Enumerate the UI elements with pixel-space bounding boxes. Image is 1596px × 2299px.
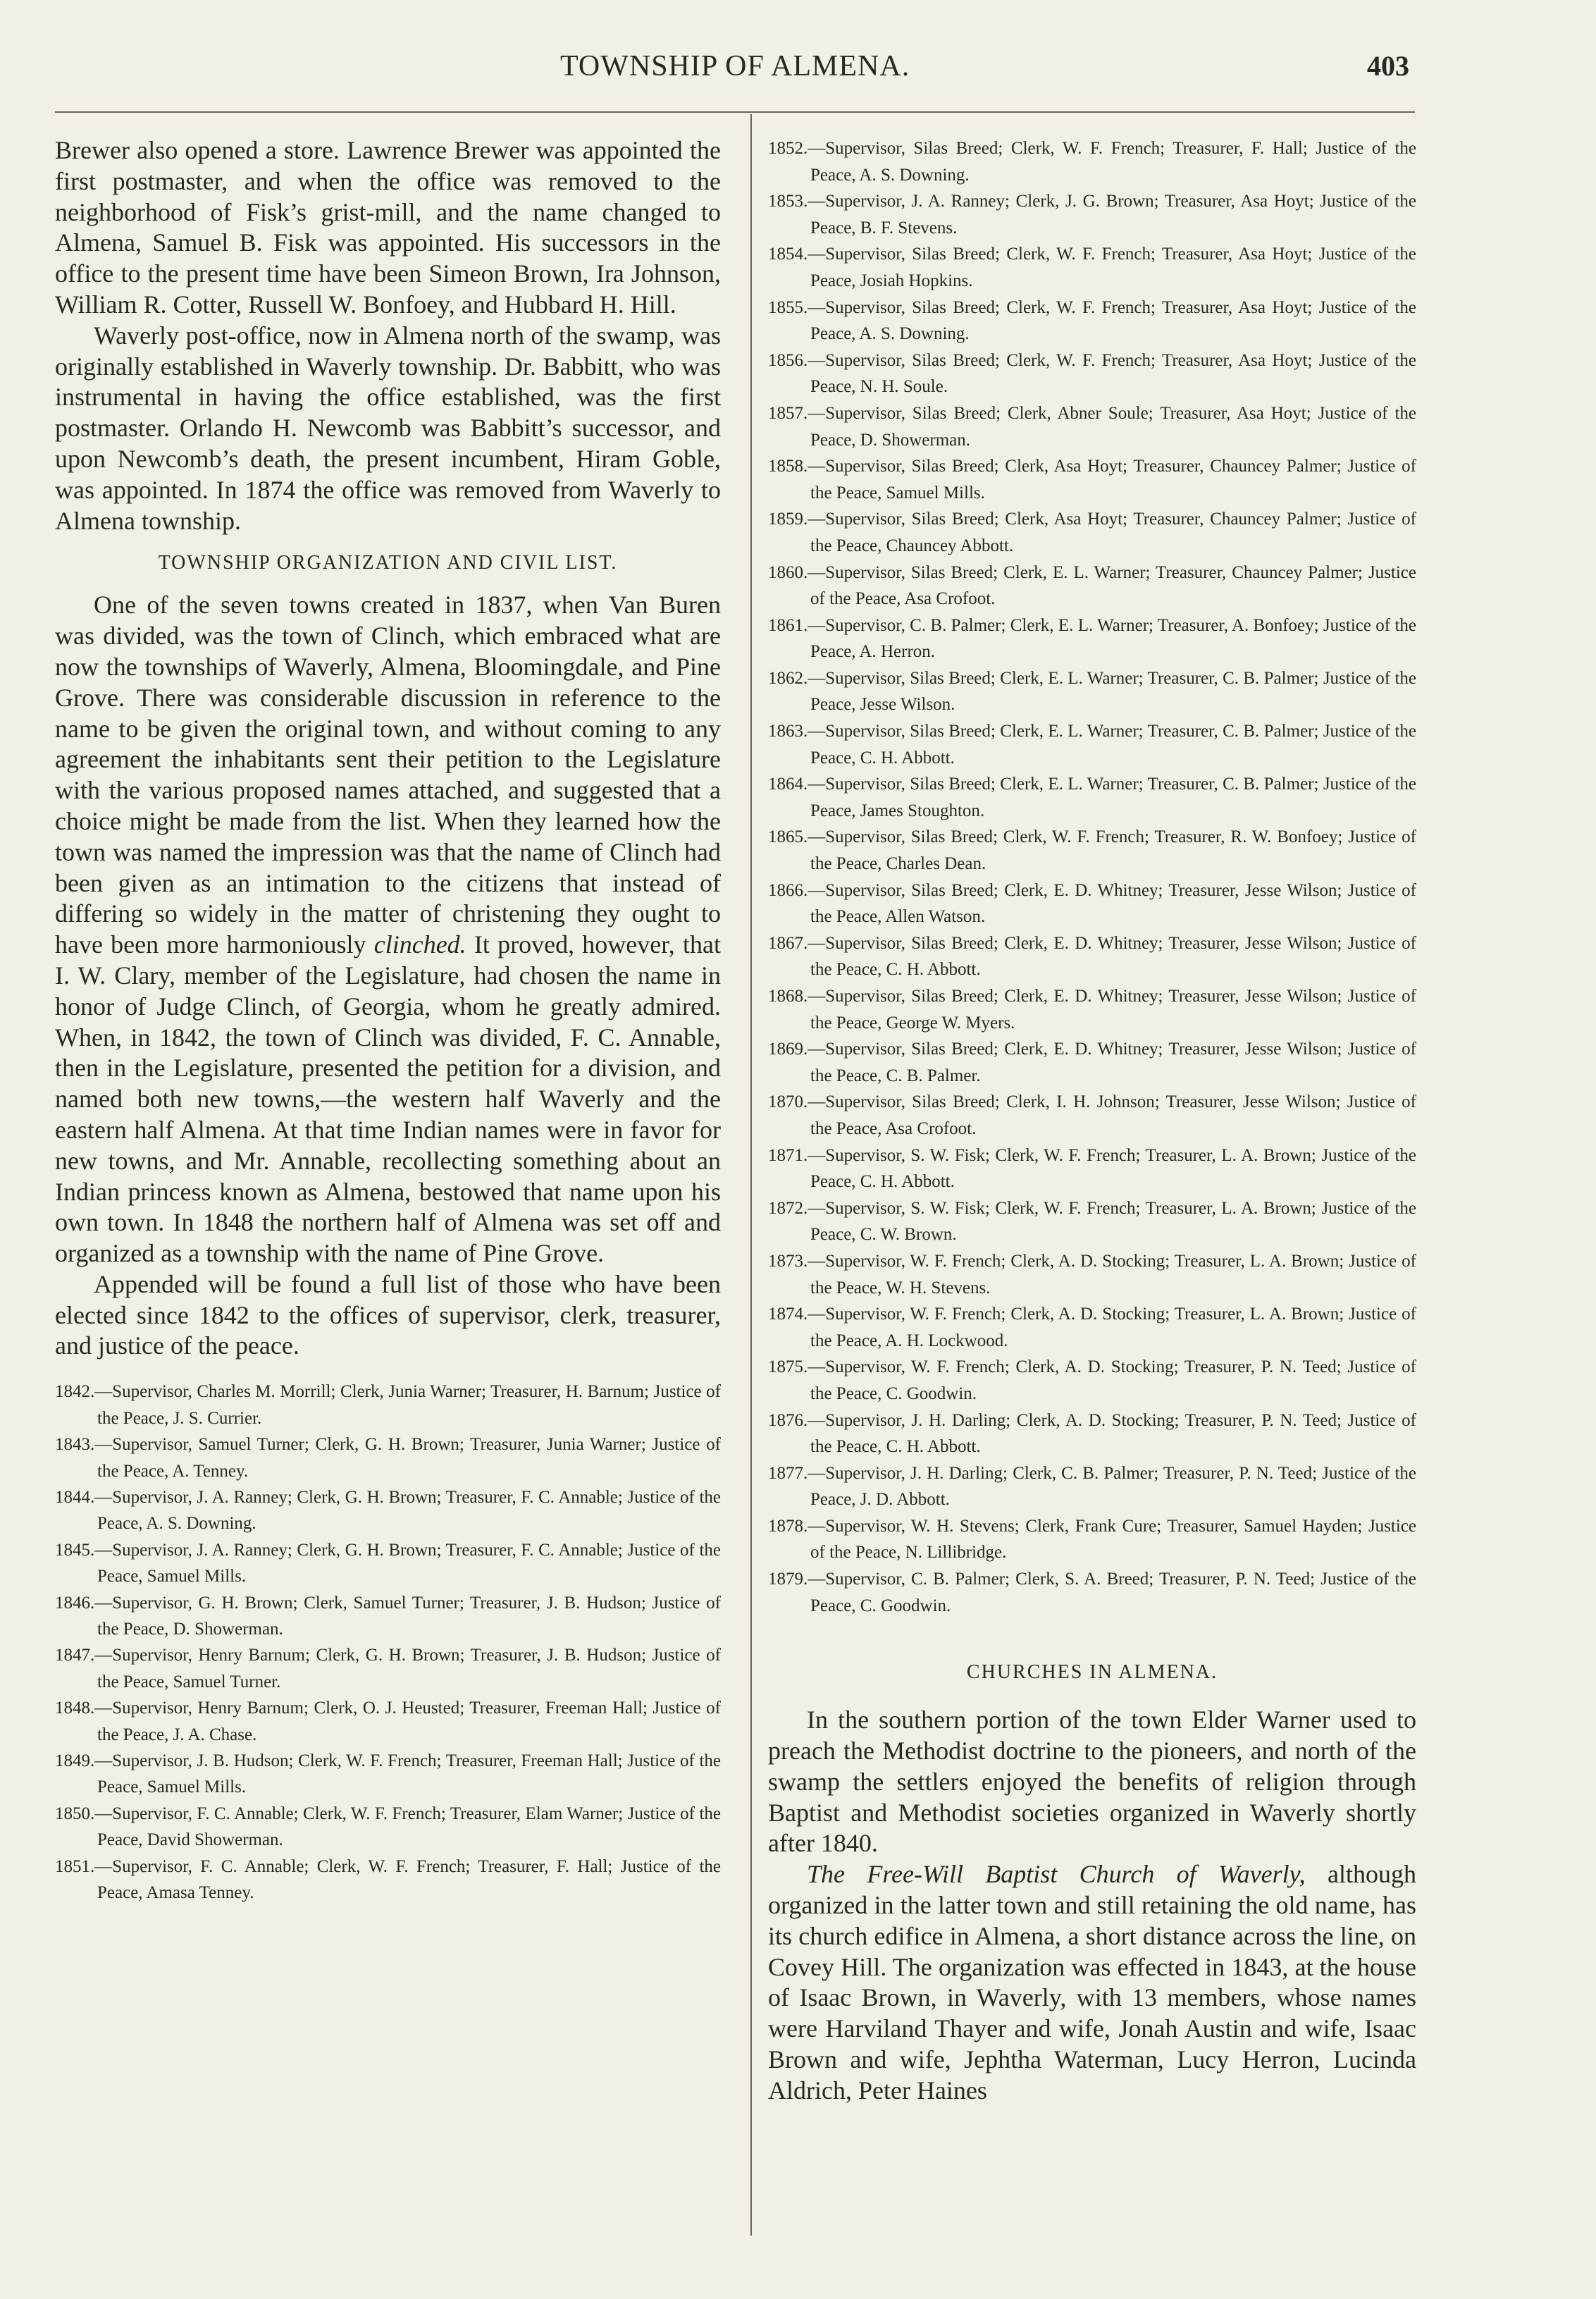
civil-list-entry: 1862.—Supervisor, Silas Breed; Clerk, E. L. Warner; Treasurer, C. B. Palmer; Justice of the Peace, Jesse Wilson. (768, 668, 1416, 715)
page-header (0, 49, 1596, 92)
civil-list-entry: 1853.—Supervisor, J. A. Ranney; Clerk, J. G. Brown; Treasurer, Asa Hoyt; Justice of the Peace, B. F. Stevens. (768, 192, 1416, 238)
civil-list-entry: 1865.—Supervisor, Silas Breed; Clerk, W. F. French; Treasurer, R. W. Bonfoey; Justice of the Peace, Charles Dean. (768, 827, 1416, 874)
town-history-emphasis: clinched. (373, 930, 466, 959)
civil-list-entry: 1852.—Supervisor, Silas Breed; Clerk, W. F. French; Treasurer, F. Hall; Justice of the Peace, A. S. Downing. (768, 139, 1416, 185)
civil-list-entry: 1859.—Supervisor, Silas Breed; Clerk, Asa Hoyt; Treasurer, Chauncey Palmer; Justice of the Peace, Chauncey Abbott. (768, 510, 1416, 555)
page-number: 403 (1367, 50, 1409, 82)
civil-list-entry: 1857.—Supervisor, Silas Breed; Clerk, Abner Soule; Treasurer, Asa Hoyt; Justice of the Peace, D. Showerman. (768, 403, 1416, 450)
free-will-baptist-text: although organized in the latter town and still retaining the old name, has its church edifice in Almena, a short distance across the line, on Covey Hill. The organization was effected in 1843, at the house of Isaac Brown, in Waverly, with 13 members, whose names were Harviland Thayer and wife, Jonah Austin and wife, Isaac Brown and wife, Jephtha Waterman, Lucy Herron, Lucinda Aldrich, Peter Haines (768, 1860, 1417, 2104)
paragraph-free-will-baptist (768, 1859, 1416, 2106)
civil-list-entry: 1877.—Supervisor, J. H. Darling; Clerk, C. B. Palmer; Treasurer, P. N. Teed; Justice of the Peace, J. D. Abbott. (768, 1463, 1416, 1510)
paragraph-town-history (55, 590, 721, 1269)
civil-list-entry: 1848.—Supervisor, Henry Barnum; Clerk, O. J. Heusted; Treasurer, Freeman Hall; Justice of the Peace, J. A. Chase. (55, 1699, 721, 1744)
civil-list-entry: 1878.—Supervisor, W. H. Stevens; Clerk, Frank Cure; Treasurer, Samuel Hayden; Justice of the Peace, N. Lillibridge. (768, 1516, 1416, 1563)
paragraph-churches-intro: In the southern portion of the town Elder Warner used to preach the Methodist doctrine to the pioneers, and north of the swamp the settlers enjoyed the benefits of religion through Baptist and Methodist societies organized in Waverly shortly after 1840. (768, 1706, 1416, 1858)
civil-list-entry: 1869.—Supervisor, Silas Breed; Clerk, E. D. Whitney; Treasurer, Jesse Wilson; Justice of the Peace, C. B. Palmer. (768, 1040, 1416, 1085)
section-heading-civil-list: TOWNSHIP ORGANIZATION AND CIVIL LIST. (158, 552, 618, 574)
civil-list-entry: 1867.—Supervisor, Silas Breed; Clerk, E. D. Whitney; Treasurer, Jesse Wilson; Justice of the Peace, C. H. Abbott. (768, 933, 1416, 980)
town-history-text-b: It proved, however, that I. W. Clary, member of the Legislature, had chosen the name in honor of Judge Clinch, of Georgia, whom he greatly admired. When, in 1842, the town of Clinch was divided, F. C. Annable, then in the Legislature, presented the petition for a division, and named both new towns,—the western half Waverly and the eastern half Almena. At that time Indian names were in favor for new towns, and Mr. Annable, recollecting something about an Indian princess known as Almena, bestowed that name upon his own town. In 1848 the northern half of Almena was set off and organized as a township with the name of Pine Grove. (55, 930, 721, 1268)
header-rule (55, 111, 1415, 113)
civil-list-entry: 1850.—Supervisor, F. C. Annable; Clerk, W. F. French; Treasurer, Elam Warner; Justice of the Peace, David Showerman. (55, 1804, 721, 1850)
running-title: TOWNSHIP OF ALMENA. (560, 50, 910, 82)
section-heading-churches: CHURCHES IN ALMENA. (966, 1661, 1218, 1684)
civil-list-entry: 1851.—Supervisor, F. C. Annable; Clerk, W. F. French; Treasurer, F. Hall; Justice of the Peace, Amasa Tenney. (55, 1856, 721, 1902)
civil-list-entry: 1854.—Supervisor, Silas Breed; Clerk, W. F. French; Treasurer, Asa Hoyt; Justice of the Peace, Josiah Hopkins. (768, 245, 1416, 290)
civil-list-entry: 1866.—Supervisor, Silas Breed; Clerk, E. D. Whitney; Treasurer, Jesse Wilson; Justice of the Peace, Allen Watson. (768, 880, 1416, 927)
column-divider (750, 114, 752, 2236)
civil-list-entry: 1858.—Supervisor, Silas Breed; Clerk, Asa Hoyt; Treasurer, Chauncey Palmer; Justice of the Peace, Samuel Mills. (768, 457, 1416, 503)
civil-list-entry: 1872.—Supervisor, S. W. Fisk; Clerk, W. F. French; Treasurer, L. A. Brown; Justice of the Peace, C. W. Brown. (768, 1198, 1416, 1245)
civil-list-entry: 1876.—Supervisor, J. H. Darling; Clerk, A. D. Stocking; Treasurer, P. N. Teed; Justice of the Peace, C. H. Abbott. (768, 1410, 1416, 1457)
civil-list-entry: 1874.—Supervisor, W. F. French; Clerk, A. D. Stocking; Treasurer, L. A. Brown; Justice of the Peace, A. H. Lockwood. (768, 1305, 1416, 1350)
church-name-emphasis: The Free-Will Baptist Church of Waverly, (807, 1860, 1306, 1889)
civil-list-entry: 1860.—Supervisor, Silas Breed; Clerk, E. L. Warner; Treasurer, Chauncey Palmer; Justice of the Peace, Asa Crofoot. (768, 562, 1416, 609)
churches-body (768, 1705, 1416, 2106)
left-column (55, 135, 721, 1906)
civil-list-entry: 1845.—Supervisor, J. A. Ranney; Clerk, G. H. Brown; Treasurer, F. C. Annable; Justice of the Peace, Samuel Mills. (55, 1540, 721, 1586)
civil-list-entry: 1844.—Supervisor, J. A. Ranney; Clerk, G. H. Brown; Treasurer, F. C. Annable; Justice of the Peace, A. S. Downing. (55, 1487, 721, 1534)
civil-list-entry: 1842.—Supervisor, Charles M. Morrill; Clerk, Junia Warner; Treasurer, H. Barnum; Justice of the Peace, J. S. Currier. (55, 1382, 721, 1428)
civil-list-right (768, 135, 1416, 1619)
civil-list-entry: 1849.—Supervisor, J. B. Hudson; Clerk, W. F. French; Treasurer, Freeman Hall; Justice of the Peace, Samuel Mills. (55, 1751, 721, 1797)
civil-list-entry: 1856.—Supervisor, Silas Breed; Clerk, W. F. French; Treasurer, Asa Hoyt; Justice of the Peace, N. H. Soule. (768, 350, 1416, 397)
right-column (768, 135, 1416, 2107)
civil-list-entry: 1855.—Supervisor, Silas Breed; Clerk, W. F. French; Treasurer, Asa Hoyt; Justice of the Peace, A. S. Downing. (768, 297, 1416, 344)
civil-list-entry: 1870.—Supervisor, Silas Breed; Clerk, I. H. Johnson; Treasurer, Jesse Wilson; Justice of the Peace, Asa Crofoot. (768, 1092, 1416, 1138)
town-history-text-a: One of the seven towns created in 1837, when Van Buren was divided, was the town of Clinch, which embraced what are now the townships of Waverly, Almena, Bloomingdale, and Pine Grove. There was considerable discussion in reference to the name to be given the original town, and without coming to any agreement the inhabitants sent their petition to the Legislature with the various proposed names attached, and suggested that a choice might be made from the list. When they learned how the town was named the impression was that the name of Clinch had been given as an intimation to the citizens that instead of differing so widely in the matter of christening they ought to have been more harmoniously (55, 591, 721, 959)
civil-list-entry: 1864.—Supervisor, Silas Breed; Clerk, E. L. Warner; Treasurer, C. B. Palmer; Justice of the Peace, James Stoughton. (768, 775, 1416, 820)
civil-list-entry: 1879.—Supervisor, C. B. Palmer; Clerk, S. A. Breed; Treasurer, P. N. Teed; Justice of the Peace, C. Goodwin. (768, 1570, 1416, 1615)
civil-list-entry: 1875.—Supervisor, W. F. French; Clerk, A. D. Stocking; Treasurer, P. N. Teed; Justice of the Peace, C. Goodwin. (768, 1357, 1416, 1403)
paragraph-postoffice-waverly: Waverly post-office, now in Almena north of the swamp, was originally established in Waverly township. Dr. Babbitt, who was instrumental in having the office established, was the first postmaster. Orlando H. Newcomb was Babbitt’s successor, and upon Newcomb’s death, the present incumbent, Hiram Goble, was appointed. In 1874 the office was removed from Waverly to Almena township. (55, 321, 721, 535)
civil-list-entry: 1871.—Supervisor, S. W. Fisk; Clerk, W. F. French; Treasurer, L. A. Brown; Justice of the Peace, C. H. Abbott. (768, 1145, 1416, 1192)
civil-list-entry: 1843.—Supervisor, Samuel Turner; Clerk, G. H. Brown; Treasurer, Junia Warner; Justice of the Peace, A. Tenney. (55, 1435, 721, 1481)
civil-list-entry: 1861.—Supervisor, C. B. Palmer; Clerk, E. L. Warner; Treasurer, A. Bonfoey; Justice of the Peace, A. Herron. (768, 615, 1416, 662)
paragraph-list-intro: Appended will be found a full list of those who have been elected since 1842 to the offices of supervisor, clerk, treasurer, and justice of the peace. (55, 1269, 721, 1360)
civil-list-entry: 1847.—Supervisor, Henry Barnum; Clerk, G. H. Brown; Treasurer, J. B. Hudson; Justice of the Peace, Samuel Turner. (55, 1646, 721, 1691)
paragraph-postoffice-almena: Brewer also opened a store. Lawrence Brewer was appointed the first postmaster, and when the office was removed to the neighborhood of Fisk’s grist-mill, and the name changed to Almena, Samuel B. Fisk was appointed. His successors in the office to the present time have been Simeon Brown, Ira Johnson, William R. Cotter, Russell W. Bonfoey, and Hubbard H. Hill. (55, 136, 721, 319)
civil-list-entry: 1846.—Supervisor, G. H. Brown; Clerk, Samuel Turner; Treasurer, J. B. Hudson; Justice of the Peace, D. Showerman. (55, 1593, 721, 1639)
civil-list-left (55, 1379, 721, 1906)
civil-list-entry: 1868.—Supervisor, Silas Breed; Clerk, E. D. Whitney; Treasurer, Jesse Wilson; Justice of the Peace, George W. Myers. (768, 987, 1416, 1033)
civil-list-entry: 1873.—Supervisor, W. F. French; Clerk, A. D. Stocking; Treasurer, L. A. Brown; Justice of the Peace, W. H. Stevens. (768, 1251, 1416, 1298)
civil-list-entry: 1863.—Supervisor, Silas Breed; Clerk, E. L. Warner; Treasurer, C. B. Palmer; Justice of the Peace, C. H. Abbott. (768, 722, 1416, 768)
